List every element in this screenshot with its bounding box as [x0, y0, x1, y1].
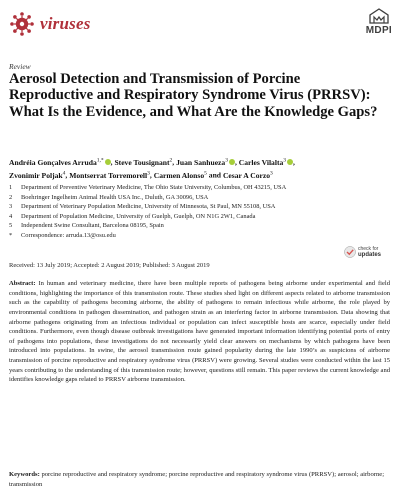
publisher-logo[interactable]: [366, 8, 392, 36]
author-name: Cesar A Corzo: [222, 170, 271, 180]
check-updates-label: check for updates: [358, 246, 382, 258]
author-name: Carles Vilalta: [238, 157, 284, 167]
affiliation-marker: 4: [62, 170, 66, 177]
affiliation-marker: 1,*: [96, 157, 104, 163]
affiliation-marker: 5: [204, 170, 207, 177]
abstract: [9, 279, 390, 385]
author[interactable]: [114, 158, 172, 167]
mdpi-icon: [368, 8, 390, 24]
author[interactable]: [9, 158, 111, 167]
author-name: Steve Tousignant: [114, 157, 170, 167]
author[interactable]: [154, 171, 207, 180]
affiliation: [9, 221, 389, 231]
affiliation: [9, 183, 389, 193]
keywords: [9, 470, 390, 489]
check-updates-icon: [344, 246, 356, 258]
author[interactable]: [176, 158, 235, 167]
affiliation-marker: 3: [225, 157, 228, 163]
affiliation: [9, 231, 389, 241]
affiliation-number: *: [9, 231, 13, 239]
affiliation-number: 3: [9, 203, 13, 211]
author[interactable]: [239, 158, 293, 167]
article-type: Review: [9, 62, 31, 71]
author-name: Carmen Alonso: [153, 170, 205, 180]
affiliation-number: 1: [9, 184, 13, 191]
virus-icon: [9, 11, 35, 37]
author[interactable]: [69, 171, 150, 180]
keywords-text: porcine reproductive and respiratory syndrome; porcine reproductive and respiratory syndrome virus (PRRSV); aerosol; airborne; transmission: [9, 471, 385, 488]
author-separator: ,: [110, 157, 115, 167]
author-name: Zvonimir Poljak: [9, 170, 63, 180]
affiliation: [9, 202, 389, 212]
affiliation-text: Boehringer Ingelheim Animal Health USA Inc., Duluth, GA 30096, USA: [21, 193, 209, 201]
author-list: [9, 155, 389, 181]
affiliation: [9, 193, 389, 203]
author-separator: ,: [234, 157, 239, 167]
affiliation-marker: 3: [147, 170, 150, 177]
affiliation-text: Department of Preventive Veterinary Medicine, The Ohio State University, Columbus, OH 43215, USA: [21, 184, 287, 191]
affiliation-marker: 2: [169, 157, 173, 163]
affiliation-text: Department of Population Medicine, University of Guelph, Guelph, ON N1G 2W1, Canada: [21, 212, 256, 220]
author-name: Andréia Gonçalves Arruda: [9, 157, 97, 167]
affiliation-marker: 3: [283, 157, 287, 163]
author-name: Montserrat Torremorell: [69, 170, 148, 180]
affiliation-number: 4: [9, 212, 13, 220]
publisher-name: MDPI: [365, 25, 392, 36]
keywords-label: Keywords:: [9, 471, 40, 478]
author[interactable]: [223, 171, 273, 180]
affiliation-number: 2: [9, 193, 13, 201]
author[interactable]: [9, 171, 65, 180]
affiliation-marker: 3: [270, 170, 273, 177]
abstract-text: In human and veterinary medicine, there have been multiple reports of pathogens being airborne under experimental and field conditions, highlighting the importance of this transmission route. These studies shed light on different aspects related to airborne transmission such as the capability of pathogens becoming airborne, the ability of pathogens to remain infectious while airborne, the role played by environmental conditions in pathogen dissemination, and pathogen strain as an interfering factor in airborne transmission. Data showing that airborne pathogens originating from an infectious individual or population can infect susceptible hosts are scarce, especially under field conditions. Furthermore, even though disease outbreak investigations have generated important information identifying potential ports of entry of pathogens into populations, these investigations do not necessarily yield clear answers on mechanisms by which pathogens have been introduced into populations. In swine, the aerosol transmission route gained popularity during the late 1990’s as suspicions of airborne transmission of porcine reproductive and respiratory syndrome virus (PRRSV) were growing. Several studies were conducted within the last 15 years contributing to the understanding of this transmission route; however, questions still remain. This paper reviews the current knowledge and identifies knowledge gaps related to PRRSV airborne transmission.: [9, 280, 390, 384]
affiliation-number: 5: [9, 222, 13, 230]
abstract-label: Abstract:: [9, 280, 36, 287]
affiliation-text: Department of Veterinary Population Medicine, University of Minnesota, St Paul, MN 55108, USA: [21, 203, 276, 211]
author-separator: ,: [172, 157, 177, 167]
affiliation-text: Independent Swine Consultant, Barcelona 08195, Spain: [21, 222, 164, 230]
affiliation: [9, 212, 389, 222]
affiliation-list: [9, 183, 389, 241]
article-title: Aerosol Detection and Transmission of Porcine Reproductive and Respiratory Syndrome Virus (PRRSV): What Is the Evidence, and What Are the Knowledge Gaps?: [9, 71, 378, 120]
journal-name: viruses: [40, 14, 91, 33]
author-separator: ,: [65, 170, 70, 180]
author-separator: ,: [293, 157, 295, 167]
journal-logo[interactable]: [9, 11, 91, 37]
publication-dates: Received: 13 July 2019; Accepted: 2 August 2019; Published: 3 August 2019: [9, 262, 210, 269]
affiliation-text: Correspondence: arruda.13@osu.edu: [21, 231, 116, 239]
journal-header: [9, 6, 392, 46]
author-name: Juan Sanhueza: [176, 157, 226, 167]
author-separator: ,: [149, 170, 154, 180]
check-for-updates-badge[interactable]: [344, 246, 381, 258]
author-separator: and: [206, 170, 223, 180]
